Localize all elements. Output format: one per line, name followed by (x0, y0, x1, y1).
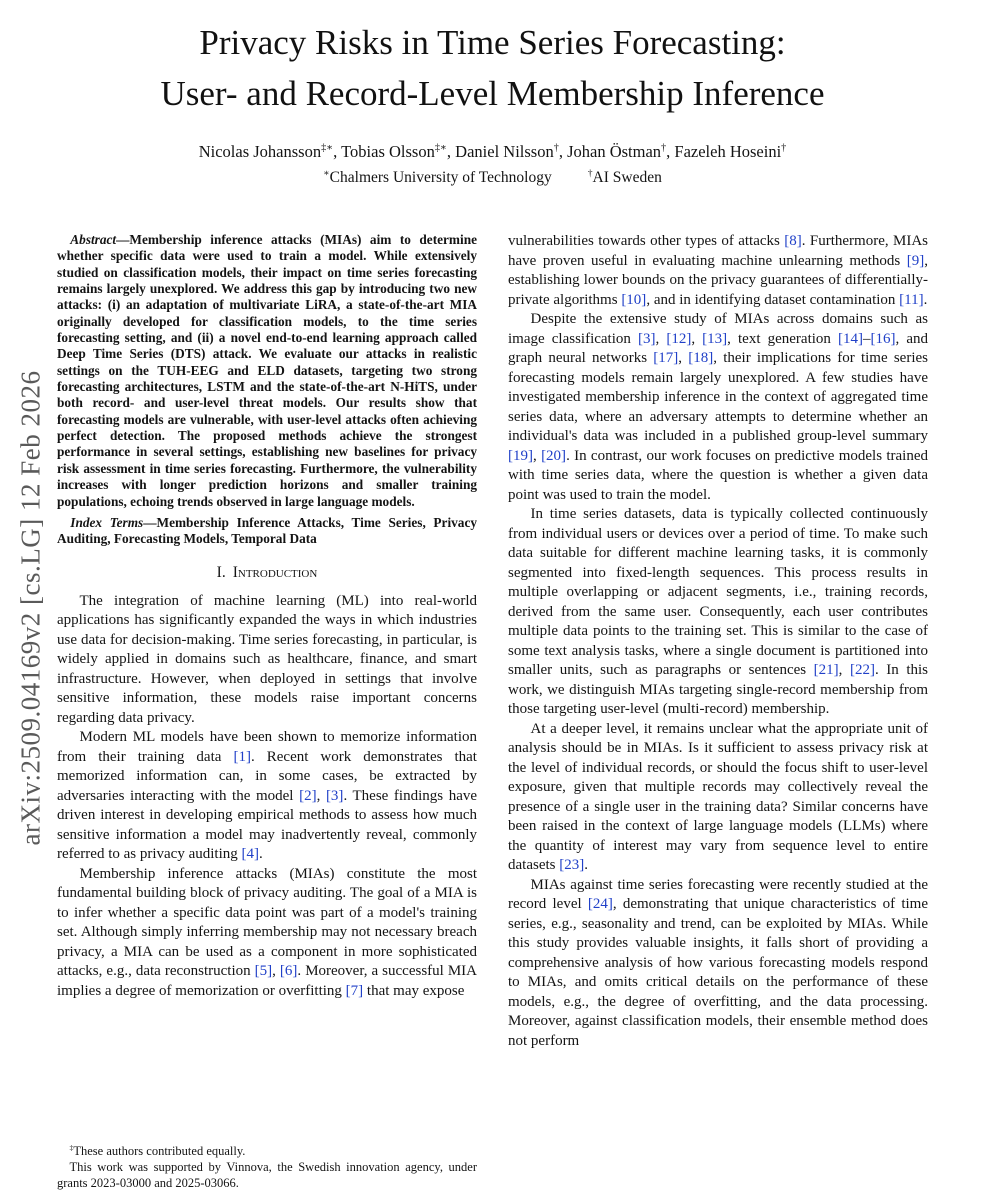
author-3 (455, 142, 567, 161)
citation-link[interactable]: [19] (508, 447, 533, 464)
citation-link[interactable]: [6] (279, 963, 298, 980)
author-separator: , (333, 141, 342, 161)
abstract-label: Abstract (70, 232, 117, 247)
paragraph-intro-4: Despite the extensive study of MIAs across domains such as image classification [3], [12], [13], text generation [14]–[16], and graph neural networks [17], [18], their implications for time series forecasting models remain largely unexplored. A few studies have investigated membership inference in the context of aggregated time series data, where an adversary attempts to determine whether an individual's data was included in a published group-level summary [19], [20]. In contrast, our work focuses on predictive models trained with time series data, where the question is whether a given data point was used to train the model. (508, 311, 929, 503)
citation-link[interactable]: [17] (653, 350, 679, 366)
footnote-equal-contribution (57, 1144, 477, 1160)
author-5 (674, 142, 786, 161)
citation-link[interactable]: [12] (666, 330, 692, 347)
paragraph-intro-1: The integration of machine learning (ML) into real-world applications has significantly expanded the ways in which industries use data for decision-making. Time series forecasting, in particular, is widely applied in domains such as healthcare, finance, and smart infrastructure. However, when deployed in settings that involve sensitive information, these models raise important concerns regarding data privacy. (57, 592, 477, 726)
citation-link[interactable]: [3] (325, 787, 344, 804)
author-separator: , (666, 141, 675, 161)
section-title: Introduction (232, 563, 318, 581)
author-name: Fazeleh Hoseini (674, 141, 782, 161)
paragraph-intro-7: MIAs against time series forecasting were recently studied at the record level [24], demonstrating that unique characteristics of time series, e.g., seasonality and trend, can be exploited by MIAs. While this study provides valuable insights, it falls short of providing a comprehensive analysis of how various forecasting models respond to MIAs, and omits critical details on the performance of these models, e.g., the degree of overfitting, and the data processing. Moreover, against classification models, their ensemble method does not perform (508, 876, 928, 1049)
author-marker: † (661, 142, 667, 153)
author-marker: † (781, 142, 787, 153)
paragraph-intro-3-continued: vulnerabilities towards other types of attacks [8]. Furthermore, MIAs have proven useful in evaluating machine unlearning methods [9], establishing lower bounds on the privacy guarantees of differentially-private algorithms [10], and in identifying dataset contamination [11]. (508, 233, 928, 308)
citation-link[interactable]: [23] (559, 857, 585, 873)
affiliation-chalmers (323, 169, 552, 186)
citation-link[interactable]: [16] (870, 330, 896, 347)
affiliations-line (0, 169, 985, 187)
paper-title (0, 18, 985, 120)
author-marker: † (553, 142, 559, 153)
citation-link[interactable]: [22] (849, 662, 875, 678)
paragraph-intro-6: At a deeper level, it remains unclear what the appropriate unit of analysis should be in MIAs. Is it sufficient to assess privacy risk at the level of individual records, or should the focus shift to user-level exposure, given that multiple records may collectively reveal the presence of a single user in the training data? Similar concerns have been raised in the context of large language models (LLMs) where the quantity of interest may vary from sequence level to entire datasets [23]. (508, 720, 928, 873)
title-line-1: Privacy Risks in Time Series Forecasting: (199, 23, 786, 62)
abstract (57, 232, 477, 510)
affiliation-name: AI Sweden (592, 168, 662, 186)
citation-link[interactable]: [4] (241, 846, 260, 863)
author-footnote (57, 1144, 477, 1192)
citation-link[interactable]: [8] (784, 233, 802, 249)
left-column (57, 232, 477, 1051)
paragraph-intro-2: Modern ML models have been shown to memorize information from their training data [1]. Recent work demonstrates that memorized information can, in some cases, be extracted by adversaries interacting with the model [2], [3]. These findings have driven interest in developing empirical methods to assess how much sensitive information a model may inadvertently reveal, commonly referred to as privacy auditing [4]. (57, 729, 478, 863)
affiliation-marker: ∗ (323, 167, 330, 179)
author-name: Nicolas Johansson (198, 141, 322, 161)
affiliation-marker: † (587, 167, 593, 179)
citation-link[interactable]: [11] (899, 291, 924, 308)
author-name: Daniel Nilsson (455, 141, 554, 161)
citation-link[interactable]: [20] (541, 447, 567, 464)
index-terms-text: —Membership Inference Attacks, Time Series, Privacy Auditing, Forecasting Models, Temporal Data (57, 514, 477, 547)
authors-line (0, 142, 985, 162)
right-column (508, 232, 928, 1051)
index-terms (57, 515, 477, 548)
index-terms-label: Index Terms (70, 514, 144, 530)
affiliation-name: Chalmers University of Technology (329, 168, 552, 186)
author-separator: , (558, 141, 568, 161)
author-1 (199, 142, 341, 161)
section-heading-introduction (57, 564, 477, 582)
citation-link[interactable]: [5] (254, 963, 273, 980)
citation-link[interactable]: [2] (299, 787, 317, 804)
paragraph-intro-3: Membership inference attacks (MIAs) constitute the most fundamental building block of privacy auditing. The goal of a MIA is to infer whether a specific data point was part of a model's training set. Although simply inferring membership may not necessary breach privacy, a MIA can be used as a component in more sophisticated attacks, e.g., data reconstruction [5], [6]. Moreover, a successful MIA implies a degree of memorization or overfitting [7] that may expose (57, 865, 477, 999)
affiliation-ai-sweden (588, 169, 662, 186)
citation-link[interactable]: [9] (906, 252, 925, 269)
citation-link[interactable]: [18] (688, 350, 714, 366)
citation-link[interactable]: [21] (813, 662, 839, 678)
author-name: Johan Östman (567, 141, 662, 161)
arxiv-watermark: arXiv:2509.04169v2 [cs.LG] 12 Feb 2026 (15, 370, 46, 846)
author-2 (341, 142, 455, 161)
footnote-marker: ‡ (69, 1143, 74, 1153)
two-column-body (57, 232, 928, 1051)
author-name: Tobias Olsson (341, 141, 435, 161)
author-separator: , (446, 141, 456, 161)
citation-link[interactable]: [13] (702, 330, 728, 347)
citation-link[interactable]: [14] (838, 330, 863, 347)
abstract-text: —Membership inference attacks (MIAs) aim to determine whether specific data were used to train a model. While extensively studied on classification models, their impact on time series forecasting remains largely unexplored. We address this gap by introducing two new attacks: (i) an adaptation of multivariate LiRA, a state-of-the-art MIA originally developed for classification models, to the time series forecasting setting, and (ii) a novel end-to-end learning approach called Deep Time Series (DTS) attack. We evaluate our attacks in realistic settings on the TUH-EEG and ELD datasets, targeting two strong forecasting architectures, LSTM and the state-of-the-art N-HiTS, under both record- and user-level threat models. Our results show that forecasting models are vulnerable, with user-level attacks often achieving perfect detection. The proposed methods achieve the strongest performance in several settings, establishing new baselines for privacy risk assessment in time series forecasting. Furthermore, the vulnerability increases with longer prediction horizons and smaller training populations, echoing trends observed in large language models. (57, 232, 477, 509)
title-line-2: User- and Record-Level Membership Inference (160, 73, 825, 113)
citation-link[interactable]: [24] (587, 896, 613, 912)
citation-link[interactable]: [3] (637, 330, 656, 347)
footnote-funding: This work was supported by Vinnova, the Swedish innovation agency, under grants 2023-03000 and 2025-03066. (57, 1160, 477, 1191)
section-number: I. (216, 563, 226, 581)
citation-link[interactable]: [1] (233, 748, 251, 765)
author-marker: ‡∗ (321, 142, 334, 153)
paper-header (0, 0, 985, 187)
citation-link[interactable]: [7] (345, 982, 364, 999)
footnote-equal-text: These authors contributed equally. (73, 1144, 246, 1159)
author-marker: ‡∗ (434, 142, 447, 153)
citation-link[interactable]: [10] (621, 291, 647, 308)
author-4 (567, 142, 674, 161)
paragraph-intro-5: In time series datasets, data is typically collected continuously from individual users or devices over a period of time. To make such data suitable for different machine learning tasks, it is commonly segmented into fixed-length sequences. This process results in multiple overlapping or adjacent segments, i.e., training records, derived from the same user. Consequently, each user contributes multiple data points to the training set. This is similar to the case of some text analysis tasks, where a single document is partitioned into smaller units, such as paragraphs or sentences [21], [22]. In this work, we distinguish MIAs targeting single-record membership from those targeting user-level (multi-record) membership. (508, 506, 928, 717)
